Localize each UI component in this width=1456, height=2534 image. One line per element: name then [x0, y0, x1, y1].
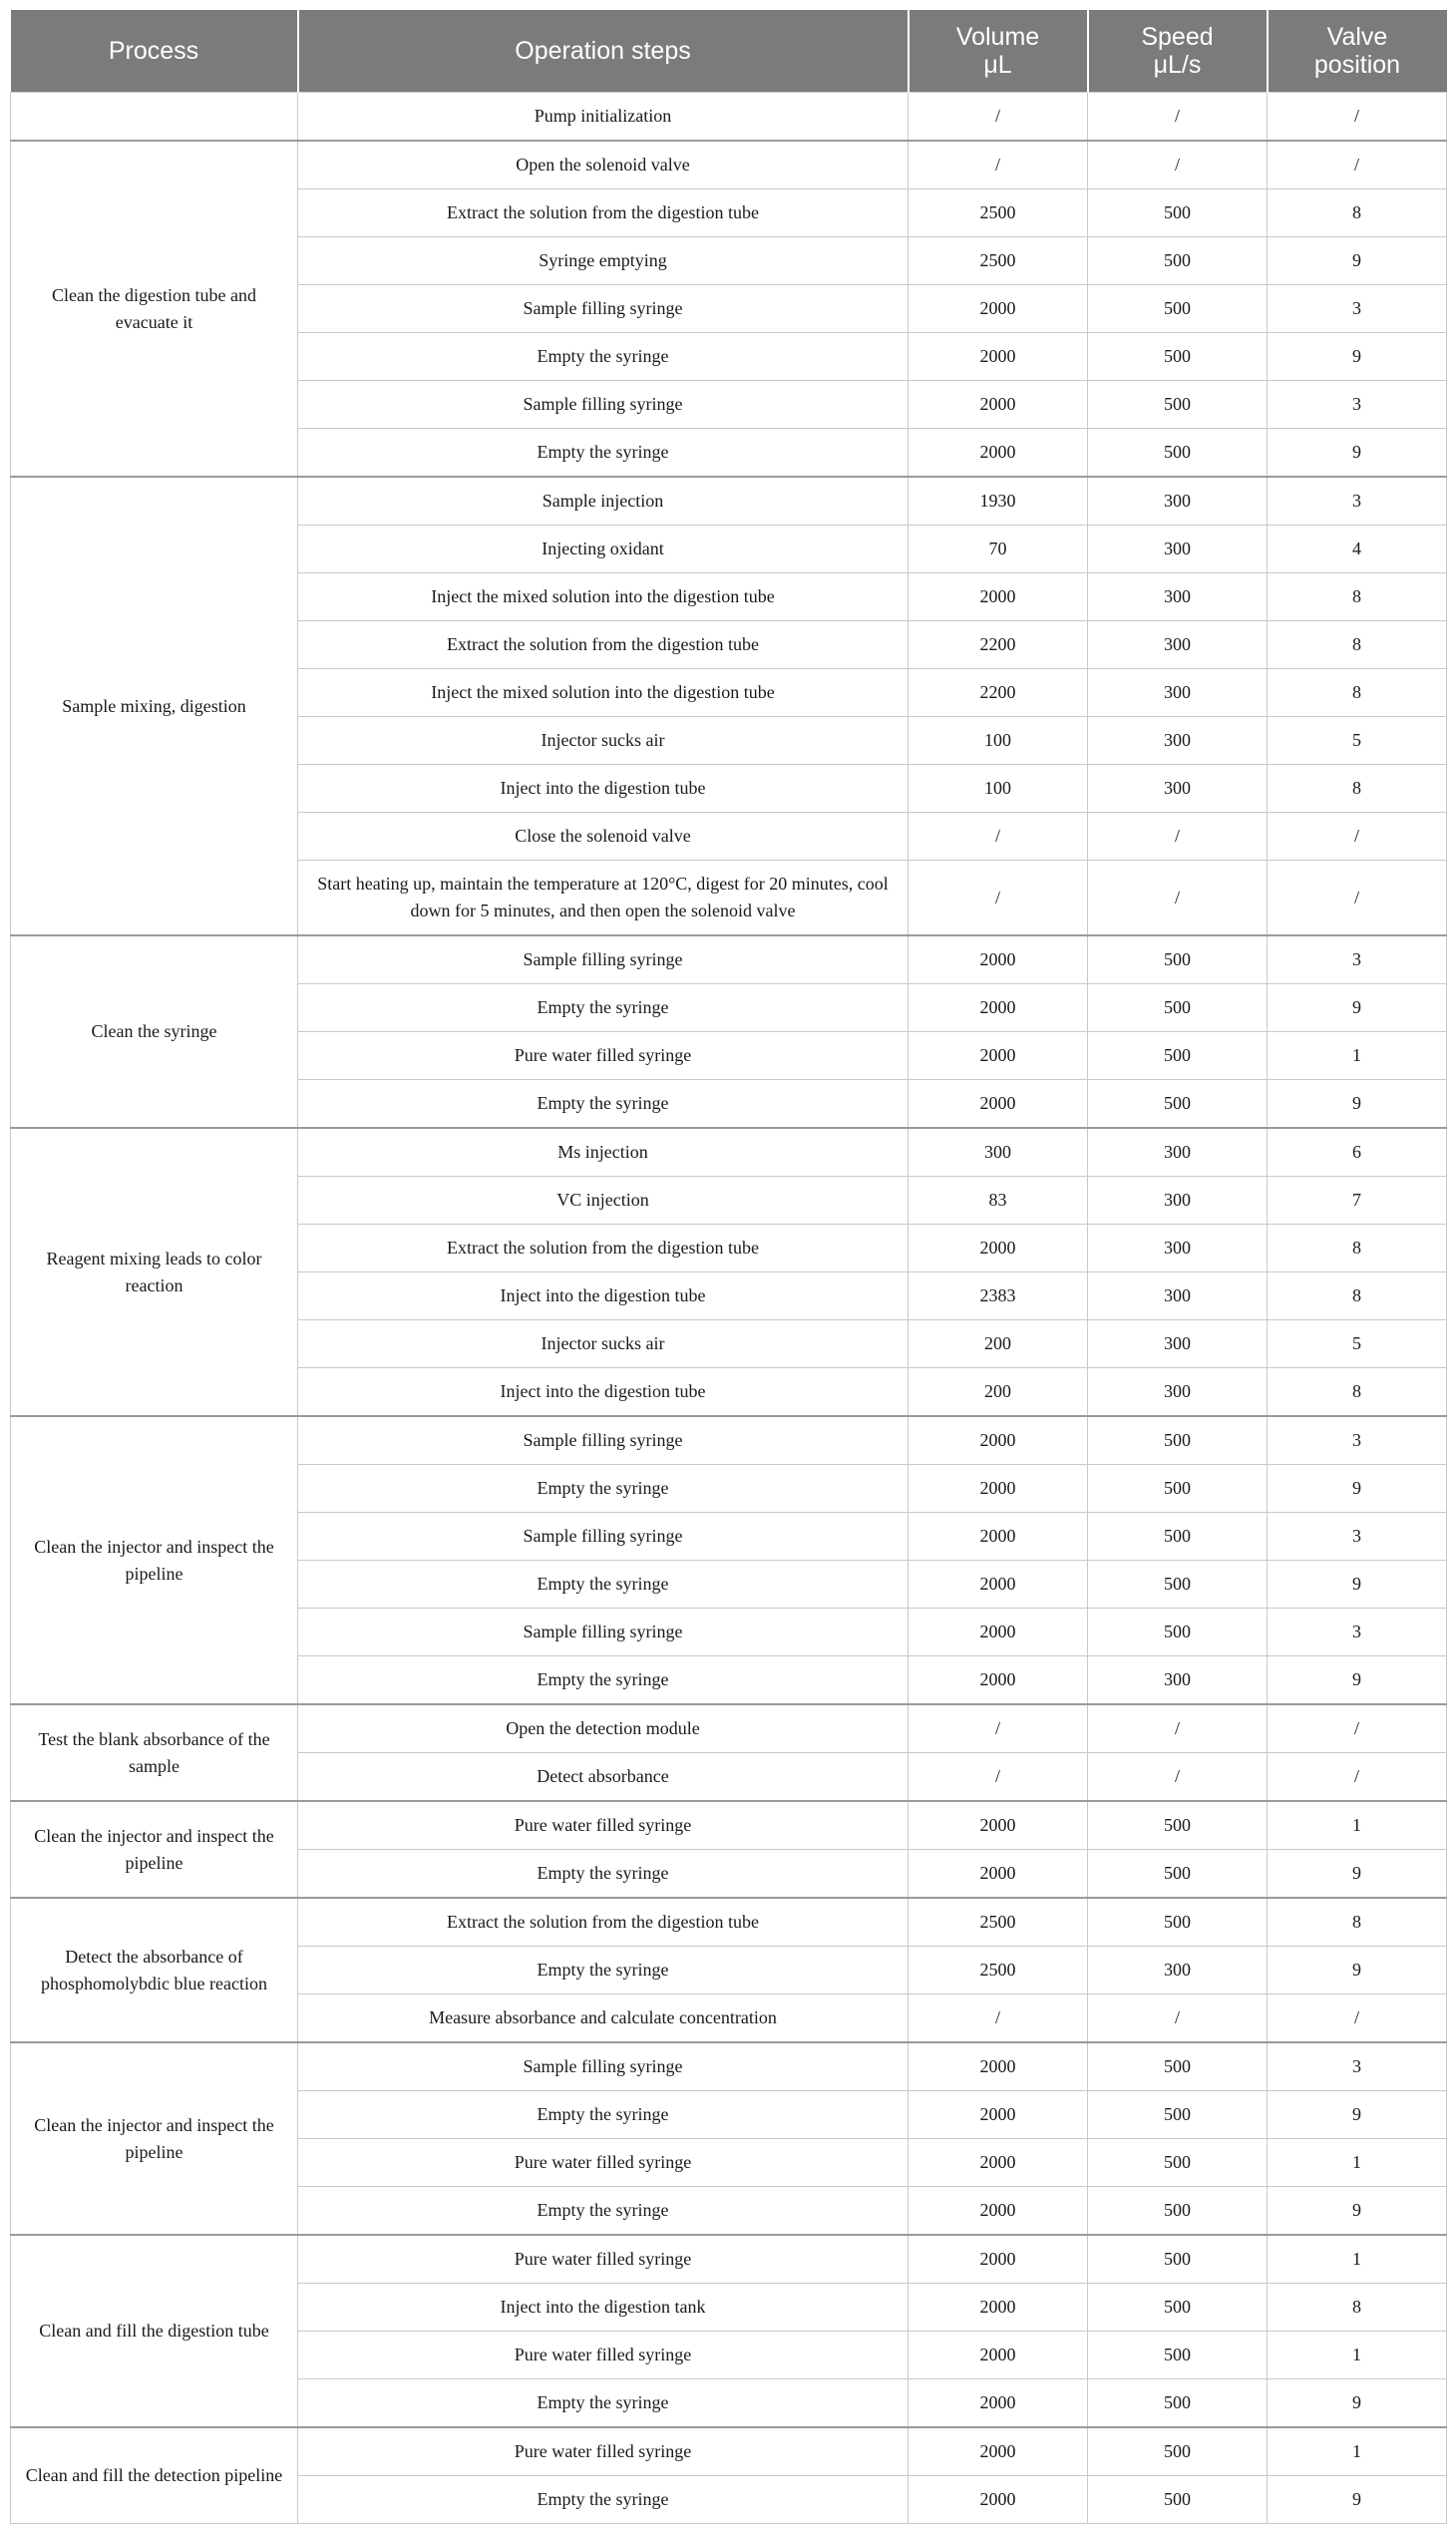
step-cell: Close the solenoid valve — [298, 813, 909, 861]
volume-cell: / — [909, 1704, 1088, 1753]
header-volume-unit: μL — [983, 51, 1012, 79]
volume-cell: 2200 — [909, 621, 1088, 669]
speed-cell: 500 — [1088, 1080, 1268, 1129]
speed-cell: 300 — [1088, 621, 1268, 669]
step-cell: Empty the syringe — [298, 2091, 909, 2139]
process-cell: Clean the injector and inspect the pipeline — [11, 1416, 298, 1704]
speed-cell: 500 — [1088, 2427, 1268, 2476]
step-cell: Empty the syringe — [298, 2476, 909, 2524]
speed-cell: 500 — [1088, 2235, 1268, 2284]
valve-cell: / — [1268, 813, 1447, 861]
volume-cell: 200 — [909, 1368, 1088, 1417]
speed-cell: 300 — [1088, 1320, 1268, 1368]
valve-cell: / — [1268, 1994, 1447, 2043]
step-cell: Sample filling syringe — [298, 1513, 909, 1561]
volume-cell: 1930 — [909, 477, 1088, 526]
header-valve-position — [1268, 10, 1447, 93]
step-cell: Inject into the digestion tube — [298, 765, 909, 813]
valve-cell: 5 — [1268, 717, 1447, 765]
valve-cell: 9 — [1268, 2091, 1447, 2139]
valve-cell: 3 — [1268, 1609, 1447, 1656]
speed-cell: 500 — [1088, 2379, 1268, 2428]
valve-cell: 1 — [1268, 2139, 1447, 2187]
valve-cell: / — [1268, 1704, 1447, 1753]
speed-cell: 500 — [1088, 1609, 1268, 1656]
valve-cell: 8 — [1268, 1898, 1447, 1947]
process-cell: Clean the digestion tube and evacuate it — [11, 141, 298, 477]
valve-cell: 3 — [1268, 1416, 1447, 1465]
speed-cell: 500 — [1088, 333, 1268, 381]
valve-cell: 9 — [1268, 2476, 1447, 2524]
step-cell: Inject into the digestion tank — [298, 2284, 909, 2332]
speed-cell: / — [1088, 813, 1268, 861]
speed-cell: 300 — [1088, 477, 1268, 526]
table-row — [11, 93, 1447, 142]
speed-cell: 300 — [1088, 669, 1268, 717]
speed-cell: / — [1088, 1994, 1268, 2043]
volume-cell: 2500 — [909, 1898, 1088, 1947]
table-row — [11, 935, 1447, 984]
volume-cell: 2000 — [909, 2139, 1088, 2187]
step-cell: Inject the mixed solution into the digestion tube — [298, 573, 909, 621]
step-cell: Syringe emptying — [298, 237, 909, 285]
process-cell: Clean the syringe — [11, 935, 298, 1128]
volume-cell: 2383 — [909, 1272, 1088, 1320]
process-cell: Clean and fill the digestion tube — [11, 2235, 298, 2427]
protocol-table — [10, 10, 1447, 2524]
volume-cell: 2000 — [909, 1850, 1088, 1899]
valve-cell: 9 — [1268, 429, 1447, 478]
volume-cell: / — [909, 861, 1088, 936]
table-row — [11, 2235, 1447, 2284]
step-cell: Open the detection module — [298, 1704, 909, 1753]
volume-cell: 2000 — [909, 381, 1088, 429]
step-cell: Sample injection — [298, 477, 909, 526]
speed-cell: 500 — [1088, 189, 1268, 237]
volume-cell: 2000 — [909, 1801, 1088, 1850]
step-cell: Ms injection — [298, 1128, 909, 1177]
volume-cell: 2500 — [909, 1947, 1088, 1994]
volume-cell: 2000 — [909, 285, 1088, 333]
step-cell: Empty the syringe — [298, 333, 909, 381]
header-row — [11, 10, 1447, 93]
volume-cell: 2000 — [909, 984, 1088, 1032]
volume-cell: 2000 — [909, 1513, 1088, 1561]
speed-cell: 300 — [1088, 1177, 1268, 1225]
speed-cell: 500 — [1088, 1898, 1268, 1947]
valve-cell: 7 — [1268, 1177, 1447, 1225]
valve-cell: 5 — [1268, 1320, 1447, 1368]
speed-cell: / — [1088, 1753, 1268, 1802]
speed-cell: 300 — [1088, 526, 1268, 573]
valve-cell: 4 — [1268, 526, 1447, 573]
volume-cell: 2000 — [909, 333, 1088, 381]
valve-cell: 9 — [1268, 1465, 1447, 1513]
step-cell: Sample filling syringe — [298, 1416, 909, 1465]
valve-cell: 1 — [1268, 2332, 1447, 2379]
step-cell: Empty the syringe — [298, 984, 909, 1032]
valve-cell: 3 — [1268, 1513, 1447, 1561]
step-cell: Pump initialization — [298, 93, 909, 142]
speed-cell: 500 — [1088, 1416, 1268, 1465]
volume-cell: 2000 — [909, 2042, 1088, 2091]
valve-cell: 6 — [1268, 1128, 1447, 1177]
table-body — [11, 93, 1447, 2524]
step-cell: Inject into the digestion tube — [298, 1368, 909, 1417]
valve-cell: 3 — [1268, 477, 1447, 526]
step-cell: Sample filling syringe — [298, 1609, 909, 1656]
process-cell — [11, 93, 298, 142]
speed-cell: 500 — [1088, 381, 1268, 429]
volume-cell: / — [909, 141, 1088, 189]
speed-cell: 500 — [1088, 2139, 1268, 2187]
volume-cell: 2500 — [909, 189, 1088, 237]
step-cell: Pure water filled syringe — [298, 2332, 909, 2379]
valve-cell: 8 — [1268, 1272, 1447, 1320]
step-cell: Injector sucks air — [298, 717, 909, 765]
speed-cell: 300 — [1088, 765, 1268, 813]
valve-cell: 3 — [1268, 381, 1447, 429]
table-row — [11, 1128, 1447, 1177]
volume-cell: / — [909, 813, 1088, 861]
speed-cell: 500 — [1088, 2332, 1268, 2379]
volume-cell: / — [909, 1753, 1088, 1802]
header-speed-unit: μL/s — [1153, 51, 1202, 79]
speed-cell: 500 — [1088, 1850, 1268, 1899]
step-cell: Injector sucks air — [298, 1320, 909, 1368]
valve-cell: 8 — [1268, 1368, 1447, 1417]
speed-cell: 500 — [1088, 1513, 1268, 1561]
step-cell: Open the solenoid valve — [298, 141, 909, 189]
valve-cell: 8 — [1268, 189, 1447, 237]
speed-cell: 300 — [1088, 717, 1268, 765]
table-row — [11, 1801, 1447, 1850]
volume-cell: 100 — [909, 765, 1088, 813]
step-cell: Empty the syringe — [298, 2187, 909, 2236]
volume-cell: 2000 — [909, 2284, 1088, 2332]
valve-cell: 3 — [1268, 2042, 1447, 2091]
step-cell: Sample filling syringe — [298, 2042, 909, 2091]
valve-cell: 1 — [1268, 1801, 1447, 1850]
valve-cell: 3 — [1268, 285, 1447, 333]
speed-cell: / — [1088, 1704, 1268, 1753]
speed-cell: 500 — [1088, 285, 1268, 333]
valve-cell: 1 — [1268, 2235, 1447, 2284]
volume-cell: 2500 — [909, 237, 1088, 285]
process-cell: Detect the absorbance of phosphomolybdic blue reaction — [11, 1898, 298, 2042]
volume-cell: 2000 — [909, 1656, 1088, 1705]
valve-cell: 8 — [1268, 765, 1447, 813]
speed-cell: 300 — [1088, 1656, 1268, 1705]
header-operation-steps-label: Operation steps — [515, 37, 691, 65]
table-row — [11, 2427, 1447, 2476]
step-cell: Extract the solution from the digestion tube — [298, 1898, 909, 1947]
step-cell: Sample filling syringe — [298, 381, 909, 429]
header-process — [11, 10, 298, 93]
speed-cell: 500 — [1088, 237, 1268, 285]
volume-cell: 83 — [909, 1177, 1088, 1225]
volume-cell: 2000 — [909, 573, 1088, 621]
speed-cell: 500 — [1088, 429, 1268, 478]
valve-cell: 1 — [1268, 1032, 1447, 1080]
valve-cell: 8 — [1268, 669, 1447, 717]
step-cell: Empty the syringe — [298, 1465, 909, 1513]
valve-cell: / — [1268, 1753, 1447, 1802]
table-row — [11, 1416, 1447, 1465]
valve-cell: 9 — [1268, 2187, 1447, 2236]
volume-cell: 2000 — [909, 1416, 1088, 1465]
valve-cell: 9 — [1268, 1561, 1447, 1609]
step-cell: Pure water filled syringe — [298, 2235, 909, 2284]
valve-cell: 8 — [1268, 2284, 1447, 2332]
table-header — [11, 10, 1447, 93]
speed-cell: 500 — [1088, 935, 1268, 984]
volume-cell: / — [909, 93, 1088, 142]
step-cell: Empty the syringe — [298, 1561, 909, 1609]
step-cell: Extract the solution from the digestion tube — [298, 189, 909, 237]
step-cell: Empty the syringe — [298, 429, 909, 478]
speed-cell: 500 — [1088, 2091, 1268, 2139]
speed-cell: 500 — [1088, 1801, 1268, 1850]
process-cell: Clean the injector and inspect the pipeline — [11, 1801, 298, 1898]
table-row — [11, 477, 1447, 526]
volume-cell: 2000 — [909, 2476, 1088, 2524]
step-cell: Measure absorbance and calculate concentration — [298, 1994, 909, 2043]
header-speed — [1088, 10, 1268, 93]
speed-cell: / — [1088, 141, 1268, 189]
step-cell: Empty the syringe — [298, 1850, 909, 1899]
table-row — [11, 141, 1447, 189]
valve-cell: / — [1268, 93, 1447, 142]
speed-cell: 500 — [1088, 984, 1268, 1032]
volume-cell: 2000 — [909, 2235, 1088, 2284]
valve-cell: 9 — [1268, 237, 1447, 285]
volume-cell: 2000 — [909, 1561, 1088, 1609]
speed-cell: 300 — [1088, 1947, 1268, 1994]
step-cell: Pure water filled syringe — [298, 2427, 909, 2476]
table-row — [11, 2042, 1447, 2091]
volume-cell: 2000 — [909, 1225, 1088, 1272]
volume-cell: 2000 — [909, 2091, 1088, 2139]
volume-cell: 2000 — [909, 2187, 1088, 2236]
valve-cell: / — [1268, 861, 1447, 936]
process-cell: Clean and fill the detection pipeline — [11, 2427, 298, 2524]
volume-cell: / — [909, 1994, 1088, 2043]
volume-cell: 2000 — [909, 429, 1088, 478]
header-valve-unit: position — [1313, 51, 1401, 79]
valve-cell: 9 — [1268, 1080, 1447, 1129]
speed-cell: 500 — [1088, 2284, 1268, 2332]
process-cell: Reagent mixing leads to color reaction — [11, 1128, 298, 1416]
step-cell: Detect absorbance — [298, 1753, 909, 1802]
valve-cell: 8 — [1268, 621, 1447, 669]
speed-cell: 500 — [1088, 2187, 1268, 2236]
header-speed-label: Speed — [1141, 23, 1214, 51]
step-cell: Inject into the digestion tube — [298, 1272, 909, 1320]
header-volume — [909, 10, 1088, 93]
speed-cell: 500 — [1088, 1561, 1268, 1609]
speed-cell: 500 — [1088, 2476, 1268, 2524]
step-cell: Sample filling syringe — [298, 935, 909, 984]
step-cell: VC injection — [298, 1177, 909, 1225]
valve-cell: 3 — [1268, 935, 1447, 984]
table-row — [11, 1704, 1447, 1753]
speed-cell: 300 — [1088, 1368, 1268, 1417]
header-valve-label: Valve — [1326, 23, 1388, 51]
table-row — [11, 1898, 1447, 1947]
valve-cell: 9 — [1268, 1656, 1447, 1705]
volume-cell: 2000 — [909, 1080, 1088, 1129]
volume-cell: 2000 — [909, 935, 1088, 984]
step-cell: Pure water filled syringe — [298, 2139, 909, 2187]
volume-cell: 2200 — [909, 669, 1088, 717]
volume-cell: 2000 — [909, 2332, 1088, 2379]
header-process-label: Process — [108, 37, 199, 65]
volume-cell: 200 — [909, 1320, 1088, 1368]
speed-cell: / — [1088, 861, 1268, 936]
speed-cell: 300 — [1088, 573, 1268, 621]
header-volume-label: Volume — [955, 23, 1040, 51]
valve-cell: 1 — [1268, 2427, 1447, 2476]
volume-cell: 70 — [909, 526, 1088, 573]
process-cell: Test the blank absorbance of the sample — [11, 1704, 298, 1801]
step-cell: Empty the syringe — [298, 1656, 909, 1705]
process-cell: Clean the injector and inspect the pipeline — [11, 2042, 298, 2235]
speed-cell: 300 — [1088, 1272, 1268, 1320]
volume-cell: 2000 — [909, 2379, 1088, 2428]
volume-cell: 2000 — [909, 1032, 1088, 1080]
step-cell: Start heating up, maintain the temperature at 120°C, digest for 20 minutes, cool down for 5 minutes, and then open the solenoid valve — [298, 861, 909, 936]
step-cell: Inject the mixed solution into the digestion tube — [298, 669, 909, 717]
valve-cell: 9 — [1268, 2379, 1447, 2428]
speed-cell: 500 — [1088, 1032, 1268, 1080]
speed-cell: 300 — [1088, 1225, 1268, 1272]
volume-cell: 2000 — [909, 2427, 1088, 2476]
step-cell: Empty the syringe — [298, 1080, 909, 1129]
valve-cell: 9 — [1268, 333, 1447, 381]
process-cell: Sample mixing, digestion — [11, 477, 298, 935]
step-cell: Pure water filled syringe — [298, 1801, 909, 1850]
step-cell: Pure water filled syringe — [298, 1032, 909, 1080]
volume-cell: 300 — [909, 1128, 1088, 1177]
volume-cell: 2000 — [909, 1465, 1088, 1513]
speed-cell: 500 — [1088, 1465, 1268, 1513]
protocol-table-container — [10, 10, 1446, 2524]
valve-cell: 8 — [1268, 1225, 1447, 1272]
step-cell: Sample filling syringe — [298, 285, 909, 333]
speed-cell: 300 — [1088, 1128, 1268, 1177]
step-cell: Extract the solution from the digestion tube — [298, 1225, 909, 1272]
step-cell: Empty the syringe — [298, 2379, 909, 2428]
valve-cell: 9 — [1268, 1947, 1447, 1994]
speed-cell: / — [1088, 93, 1268, 142]
step-cell: Empty the syringe — [298, 1947, 909, 1994]
valve-cell: 9 — [1268, 984, 1447, 1032]
volume-cell: 100 — [909, 717, 1088, 765]
valve-cell: 8 — [1268, 573, 1447, 621]
speed-cell: 500 — [1088, 2042, 1268, 2091]
step-cell: Extract the solution from the digestion tube — [298, 621, 909, 669]
valve-cell: 9 — [1268, 1850, 1447, 1899]
header-operation-steps — [298, 10, 909, 93]
step-cell: Injecting oxidant — [298, 526, 909, 573]
valve-cell: / — [1268, 141, 1447, 189]
volume-cell: 2000 — [909, 1609, 1088, 1656]
